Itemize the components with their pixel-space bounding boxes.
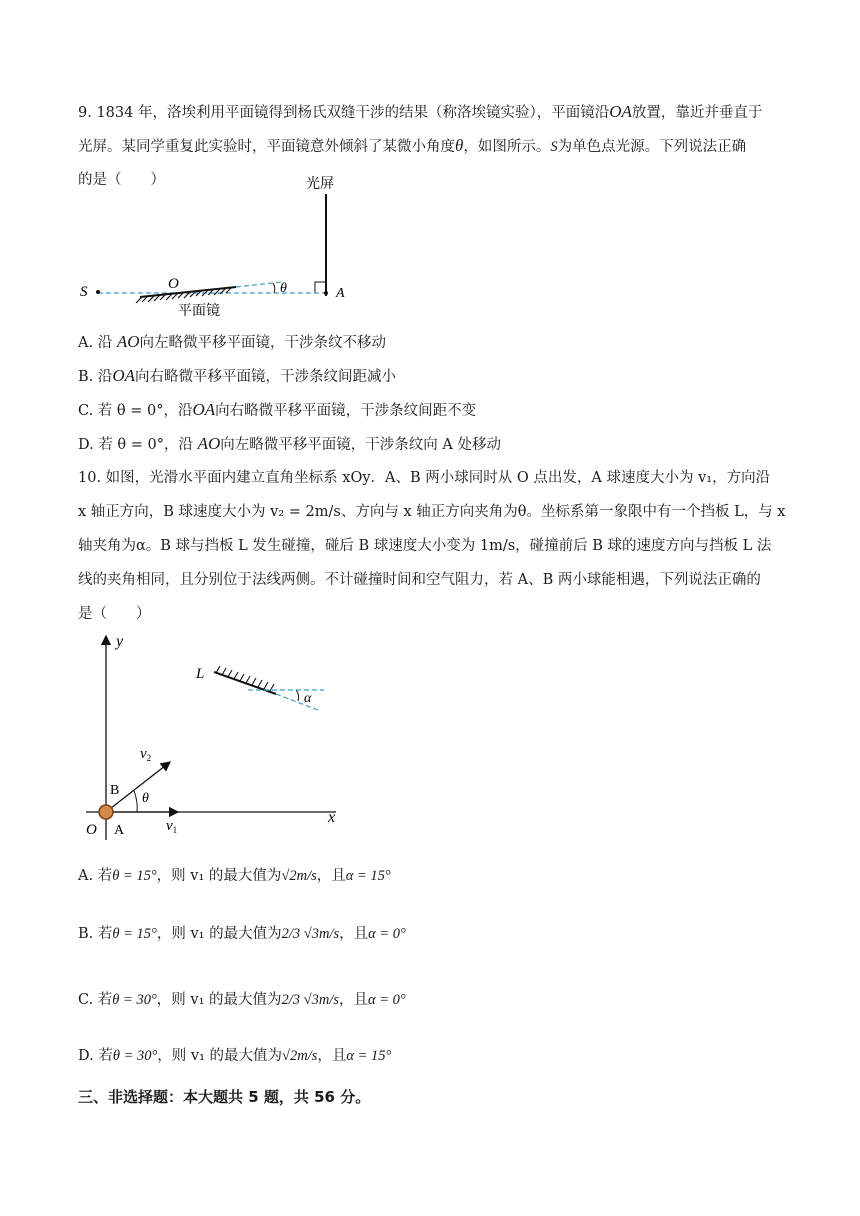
q10-option-d: D. 若θ = 30°，则 v₁ 的最大值为√2m/s，且α = 15°: [78, 1048, 392, 1064]
q9-option-c: C. 若 θ = 0°，沿OA向右略微平移平面镜，干涉条纹间距不变: [78, 400, 477, 419]
q10-line-2: x 轴正方向，B 球速度大小为 v₂ = 2m/s、方向与 x 轴正方向夹角为θ。坐标系第一象限中有一个挡板 L，与 x: [78, 504, 786, 520]
fig10-y-label: y: [116, 633, 124, 650]
fig10-v2-label: $v_2$: [140, 746, 152, 763]
section-heading: 三、非选择题：本大题共 5 题，共 56 分。: [78, 1088, 371, 1106]
fig10-a-label: A: [114, 823, 125, 838]
q9-option-a: A. 沿 AO向左略微平移平面镜，干涉条纹不移动: [78, 332, 386, 351]
q10-option-c: C. 若θ = 30°，则 v₁ 的最大值为2/3 √3m/s，且α = 0°: [78, 992, 406, 1008]
q10-option-b: B. 若θ = 15°，则 v₁ 的最大值为2/3 √3m/s，且α = 0°: [78, 926, 406, 942]
fig10-ball: [99, 805, 113, 819]
fig9-extension-dashed: [236, 282, 282, 287]
fig9-mirror-label: 平面镜: [178, 304, 220, 319]
fig10-barrier-extension: [276, 694, 318, 710]
fig10-alpha: α: [304, 691, 312, 706]
fig10-barrier-hatch: [216, 666, 274, 691]
fig10-l-label: L: [196, 666, 205, 682]
q10-figure: [78, 628, 348, 848]
fig9-a-label: A: [336, 286, 345, 301]
fig10-o-label: O: [86, 822, 97, 838]
fig10-alpha-arc: [296, 690, 299, 701]
q10-line-3: 轴夹角为α。B 球与挡板 L 发生碰撞，碰后 B 球速度大小变为 1m/s，碰撞前后 B 球的速度方向与挡板 L 法: [78, 538, 772, 554]
q9-figure: [70, 168, 370, 320]
q10-option-a: A. 若θ = 15°，则 v₁ 的最大值为√2m/s，且α = 15°: [78, 868, 391, 884]
fig10-x-label: x: [328, 809, 336, 826]
fig10-barrier: [214, 672, 276, 694]
fig9-o-label: O: [168, 276, 179, 292]
fig9-right-angle: [315, 282, 326, 293]
q9-option-b: B. 沿OA向右略微平移平面镜，干涉条纹间距减小: [78, 366, 397, 385]
q10-line-1: 10. 如图，光滑水平面内建立直角坐标系 xOy．A、B 两小球同时从 O 点出发，A 球速度大小为 v₁，方向沿: [78, 470, 771, 486]
fig10-theta: θ: [142, 791, 149, 806]
q10-line-5: 是（ ）: [78, 606, 151, 622]
fig9-theta-arc: [273, 283, 275, 293]
q10-line-4: 线的夹角相同，且分别位于法线两侧。不计碰撞时间和空气阻力，若 A、B 两小球能相遇，下列说法正确的: [78, 572, 761, 588]
fig9-s-label: S: [80, 284, 88, 300]
fig9-theta: θ: [280, 281, 287, 296]
fig10-theta-arc: [134, 791, 137, 812]
q9-line-1: 9. 1834 年，洛埃利用平面镜得到杨氏双缝干涉的结果（称洛埃镜实验），平面镜沿OA放置，靠近并垂直于: [78, 102, 763, 121]
fig9-screen-label: 光屏: [306, 177, 334, 192]
fig9-a-point: [324, 291, 328, 295]
q9-line-3: 的是（ ）: [78, 172, 165, 188]
fig9-source-point: [96, 290, 100, 294]
fig10-v1-label: $v_1$: [166, 818, 178, 835]
q9-line-2: 光屏。某同学重复此实验时，平面镜意外倾斜了某微小角度θ，如图所示。S为单色点光源。下列说法正确: [78, 136, 747, 155]
fig10-b-label: B: [110, 783, 120, 798]
q9-option-d: D. 若 θ = 0°，沿 AO向左略微平移平面镜，干涉条纹向 A 处移动: [78, 434, 501, 453]
